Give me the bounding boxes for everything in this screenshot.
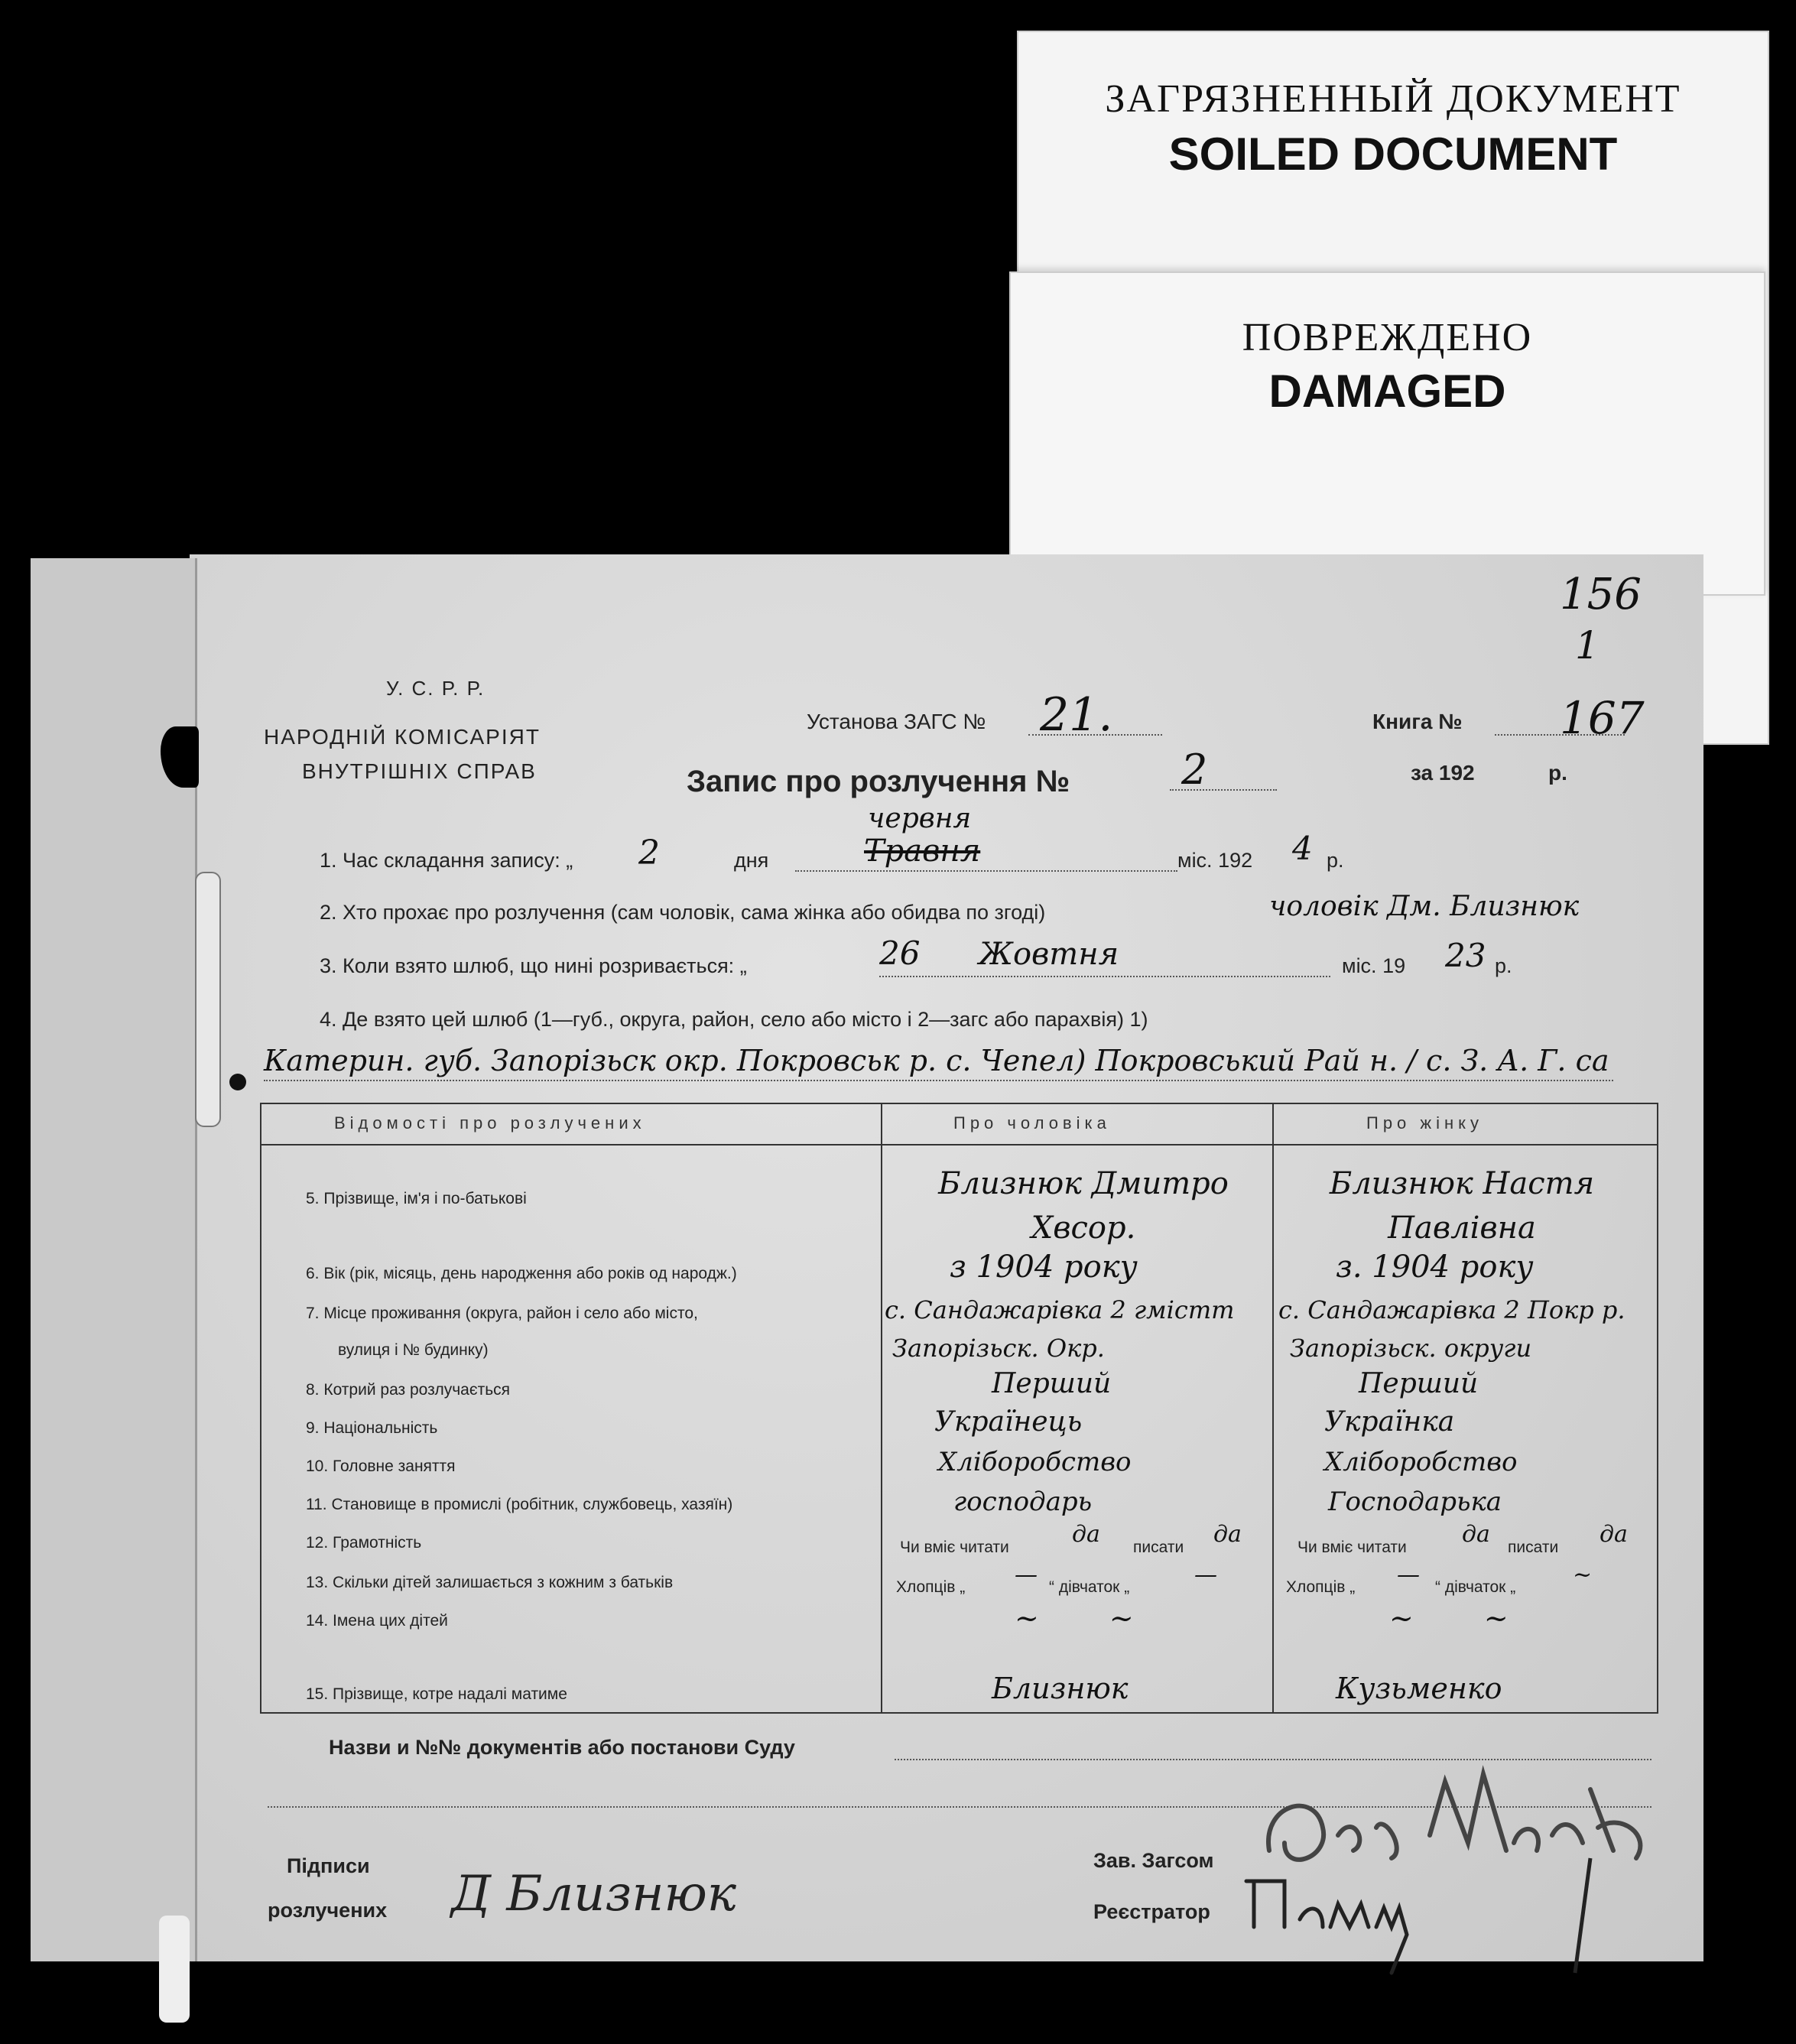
husband-write-value: да (1213, 1521, 1242, 1548)
husband-birth-year: з 1904 року (950, 1249, 1138, 1285)
item-1-year-label: міс. 192 (1177, 849, 1253, 872)
wife-children-names: ~ ~ (1389, 1601, 1509, 1635)
zags-label: Установа ЗАГС № (807, 710, 986, 733)
registrar-signature-icon (1239, 1866, 1422, 1981)
binding-thread-bottom (159, 1916, 190, 2023)
wife-status: Господарька (1328, 1487, 1502, 1517)
husband-write-label: писати (1133, 1539, 1184, 1556)
binding-hole (229, 1074, 246, 1090)
husband-boys-value: — (1015, 1561, 1038, 1588)
col-header-info: Відомості про розлучених (334, 1113, 646, 1132)
wife-write-label: писати (1508, 1539, 1559, 1556)
row-6-label: 6. Вік (рік, місяць, день народження або років од народж.) (306, 1265, 737, 1282)
record-number: 2 (1181, 746, 1208, 794)
damaged-label-en: DAMAGED (1268, 366, 1506, 417)
signatures-label-2: розлучених (268, 1899, 388, 1922)
wife-boys-value: — (1397, 1561, 1420, 1588)
wife-nationality: Українка (1324, 1406, 1455, 1438)
item-4-label: 4. Де взято цей шлюб (1—губ., округа, район, село або місто і 2—загс або парахвія) 1) (320, 1008, 1148, 1031)
wife-read-label: Чи вміє читати (1297, 1539, 1407, 1556)
wife-name: Близнюк Настя Павлівна (1329, 1166, 1595, 1246)
husband-read-label: Чи вміє читати (900, 1539, 1009, 1556)
row-10-label: 10. Головне заняття (306, 1457, 456, 1475)
item-3-label: 3. Коли взято шлюб, що нині розривається: „ (320, 954, 747, 977)
year-suffix: р. (1548, 761, 1567, 785)
registrar-label: Реєстратор (1093, 1900, 1210, 1923)
damaged-label-ru: ПОВРЕЖДЕНО (1242, 316, 1533, 359)
binding-spine (31, 558, 197, 1961)
row-8-label: 8. Котрий раз розлучається (306, 1381, 511, 1399)
item-3-day: 26 (879, 934, 921, 972)
row-13-label: 13. Скільки дітей залишається з кожним з батьків (306, 1574, 674, 1591)
soiled-label-en: SOILED DOCUMENT (1168, 128, 1618, 180)
year-label: за 192 (1411, 761, 1475, 785)
row-14-label: 14. Імена цих дітей (306, 1612, 448, 1630)
col-header-husband: Про чоловіка (953, 1113, 1111, 1132)
item-2-value: чоловік Дм. Близнюк (1269, 891, 1580, 922)
torn-edge (161, 726, 199, 788)
wife-girls-value: ~ (1573, 1561, 1593, 1588)
husband-read-value: да (1072, 1521, 1100, 1548)
item-1-year: 4 (1292, 830, 1313, 867)
record-title: Запис про розлучення № (687, 765, 1070, 798)
wife-residence-2: Запорізьск. округи (1290, 1334, 1532, 1363)
item-1-label: 1. Час складання запису: „ (320, 849, 573, 872)
item-3-month: Жовтня (979, 937, 1119, 972)
wife-birth-year: з. 1904 року (1336, 1249, 1534, 1285)
husband-girls-value: — (1194, 1561, 1217, 1588)
item-1-month-struck: Травня (864, 834, 981, 869)
husband-occupation: Хліборобство (938, 1447, 1132, 1477)
row-12-label: 12. Грамотність (306, 1534, 422, 1552)
husband-divorce-count: Перший (992, 1368, 1112, 1399)
husband-future-surname: Близнюк (992, 1672, 1129, 1705)
husband-name: Близнюк Дмитро Хвсор. (938, 1166, 1229, 1246)
usrr-heading: У. С. Р. Р. (386, 677, 486, 700)
item-4-value: Катерин. губ. Запорізьск окр. Покровськ р. с. Чепел) Покровський Рай н. / с. З. А. Г. са (264, 1044, 1609, 1077)
book-number: 167 (1560, 692, 1645, 744)
wife-occupation: Хліборобство (1324, 1447, 1518, 1477)
wife-read-value: да (1462, 1521, 1490, 1548)
husband-status: господарь (953, 1487, 1093, 1517)
divorcee-signature: Д Близнюк (451, 1866, 736, 1922)
husband-residence-2: Запорізьск. Окр. (892, 1334, 1105, 1363)
row-7b-label: вулиця і № будинку) (338, 1341, 489, 1359)
wife-residence-1: с. Сандажарівка 2 Покр р. (1278, 1295, 1625, 1324)
item-3-year: 23 (1445, 937, 1486, 974)
item-1-month: червня (868, 803, 972, 834)
binding-string (195, 872, 221, 1127)
item-1-day: 2 (638, 834, 660, 873)
commissariat-line-2: ВНУТРІШНІХ СПРАВ (302, 759, 537, 783)
row-11-label: 11. Становище в промислі (робітник, службовець, хазяїн) (306, 1496, 733, 1513)
documents-label: Назви и №№ документів або постанови Суду (329, 1736, 795, 1759)
row-15-label: 15. Прізвище, котре надалі матиме (306, 1685, 567, 1703)
item-2-label: 2. Хто прохає про розлучення (сам чоловік, сама жінка або обидва по згоді) (320, 901, 1046, 924)
wife-divorce-count: Перший (1359, 1368, 1479, 1399)
row-9-label: 9. Національність (306, 1419, 438, 1437)
commissariat-line-1: НАРОДНІЙ КОМІСАРІЯТ (264, 725, 541, 749)
divorce-details-table (260, 1103, 1658, 1714)
husband-children-names: ~ ~ (1015, 1601, 1134, 1635)
head-of-zags-label: Зав. Загсом (1093, 1849, 1214, 1872)
husband-residence-1: с. Сандажарівка 2 гмістт (885, 1295, 1235, 1324)
husband-nationality: Українець (934, 1406, 1083, 1438)
row-5-label: 5. Прізвище, ім'я і по-батькові (306, 1190, 527, 1207)
archive-number-top: 156 (1560, 570, 1642, 619)
item-1-day-label: дня (734, 849, 769, 872)
wife-girls-label: “ дівчаток „ (1435, 1578, 1516, 1596)
book-label: Книга № (1372, 710, 1463, 733)
col-header-wife: Про жінку (1366, 1113, 1484, 1132)
signatures-label-1: Підписи (287, 1854, 370, 1877)
wife-boys-label: Хлопців „ (1286, 1578, 1356, 1596)
wife-future-surname: Кузьменко (1336, 1672, 1502, 1705)
item-1-suffix: р. (1327, 849, 1344, 872)
wife-write-value: да (1600, 1521, 1628, 1548)
husband-boys-label: Хлопців „ (896, 1578, 966, 1596)
item-3-year-label: міс. 19 (1342, 954, 1406, 977)
row-7-label: 7. Місце проживання (округа, район і село або місто, (306, 1305, 698, 1322)
item-3-suffix: р. (1495, 954, 1512, 977)
husband-girls-label: “ дівчаток „ (1049, 1578, 1130, 1596)
damaged-label (1009, 271, 1765, 596)
soiled-label-ru: ЗАГРЯЗНЕННЫЙ ДОКУМЕНТ (1105, 77, 1681, 121)
archive-number-mid: 1 (1575, 623, 1600, 668)
zags-number: 21. (1040, 688, 1113, 742)
